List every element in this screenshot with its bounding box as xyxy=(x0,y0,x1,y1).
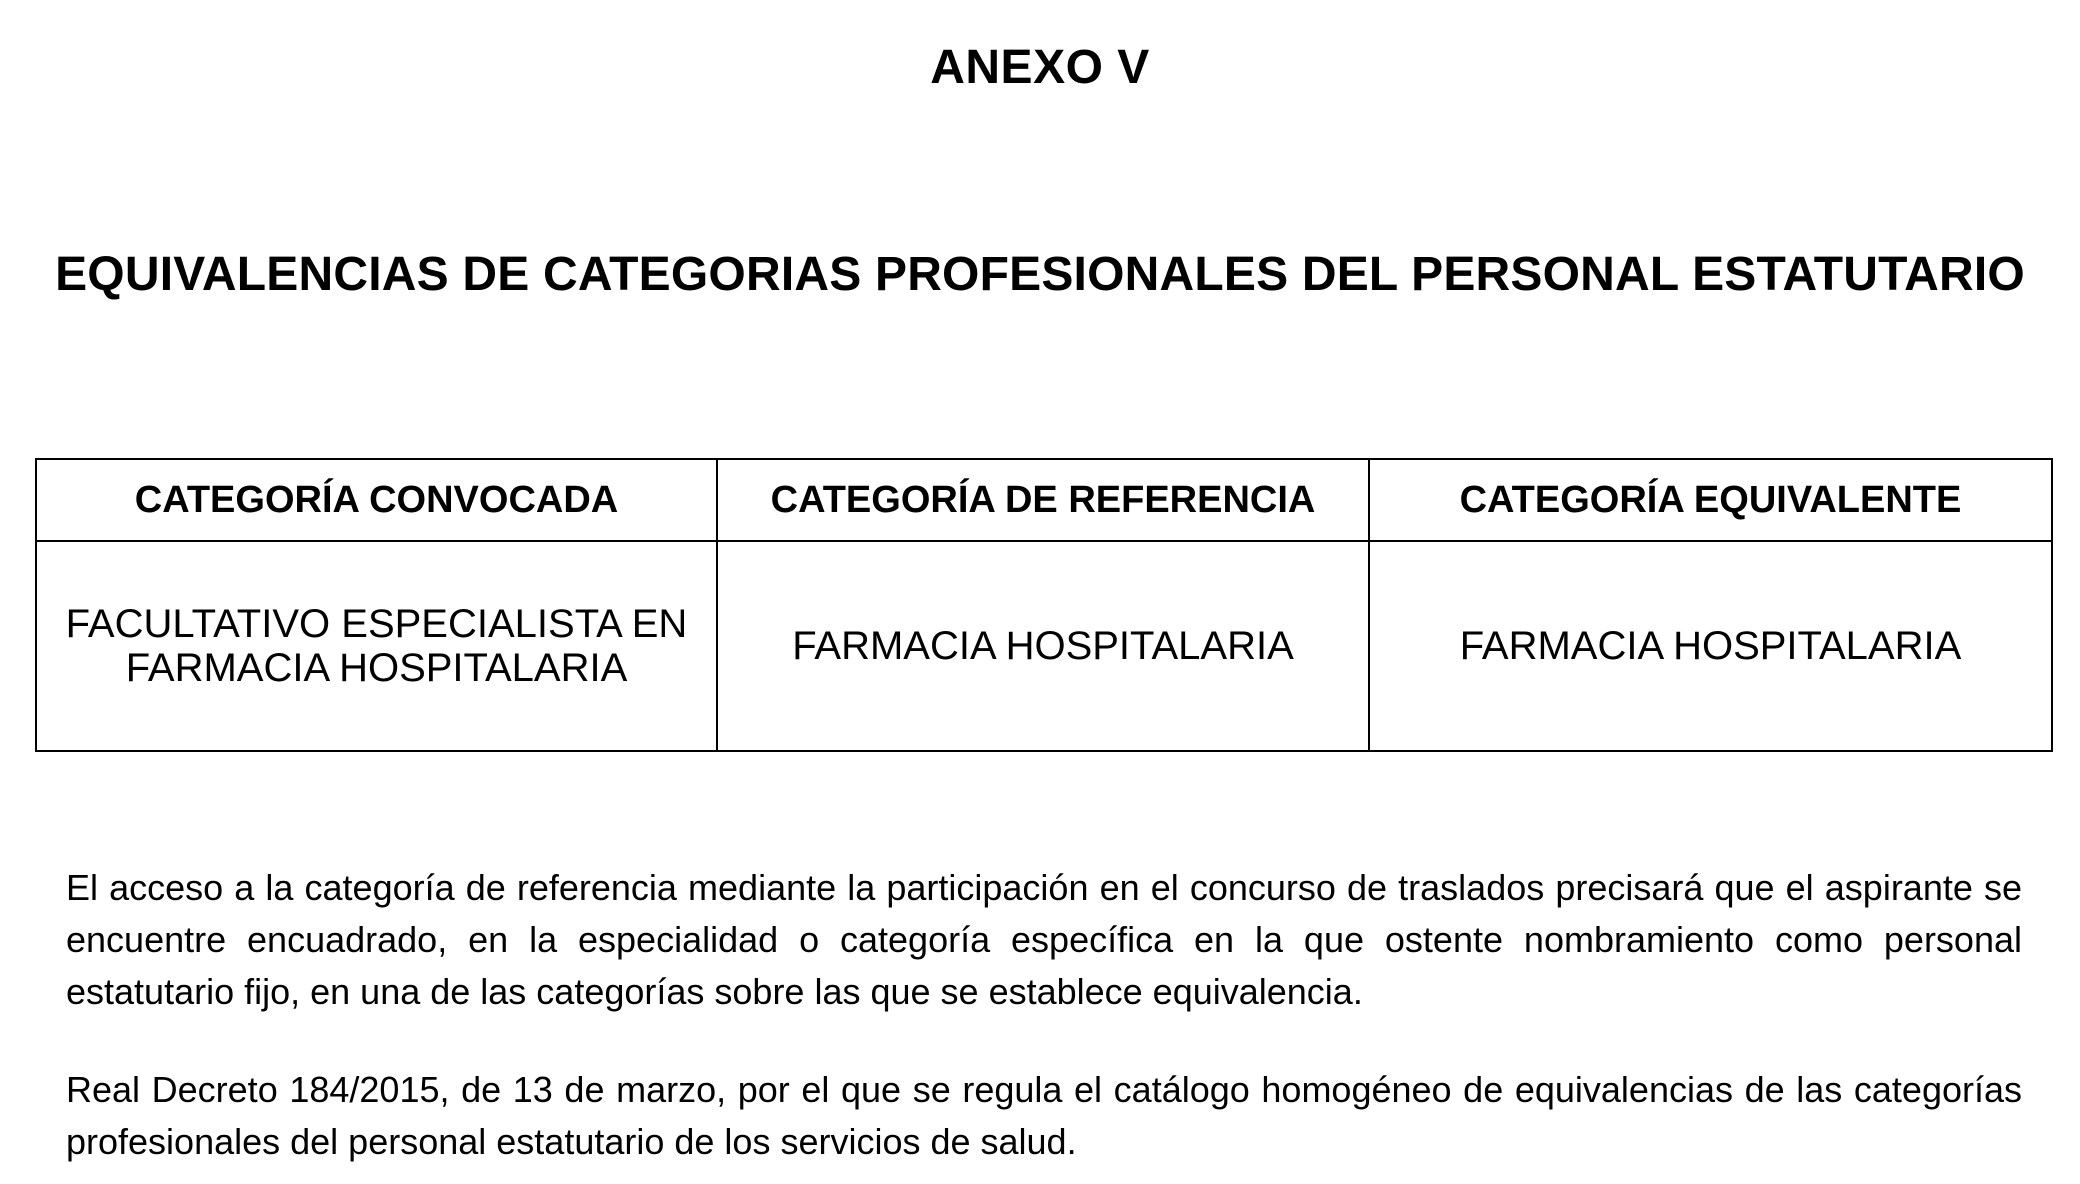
table-row xyxy=(36,541,2052,751)
document-title: EQUIVALENCIAS DE CATEGORIAS PROFESIONALES DEL PERSONAL ESTATUTARIO xyxy=(55,248,2025,301)
paragraph-real-decreto: Real Decreto 184/2015, de 13 de marzo, por el que se regula el catálogo homogéneo de equivalencias de las categorías profesionales del personal estatutario de los servicios de salud. xyxy=(66,1069,2022,1162)
header-categoria-referencia: CATEGORÍA DE REFERENCIA xyxy=(717,459,1369,541)
cell-categoria-equivalente: FARMACIA HOSPITALARIA xyxy=(1369,541,2052,751)
header-categoria-convocada: CATEGORÍA CONVOCADA xyxy=(36,459,717,541)
header-categoria-equivalente: CATEGORÍA EQUIVALENTE xyxy=(1369,459,2052,541)
cell-categoria-referencia: FARMACIA HOSPITALARIA xyxy=(717,541,1369,751)
paragraph-acceso: El acceso a la categoría de referencia mediante la participación en el concurso de traslados precisará que el aspirante se encuentre encuadrado, en la especialidad o categoría específica en la que ostente nombramiento como personal estatutario fijo, en una de las categorías sobre las que se establece equivalencia. xyxy=(66,867,2022,1012)
annex-title: ANEXO V xyxy=(930,41,1150,94)
table-header-row xyxy=(36,459,2052,541)
cell-categoria-convocada: FACULTATIVO ESPECIALISTA EN FARMACIA HOSPITALARIA xyxy=(36,541,717,751)
equivalence-table xyxy=(35,458,2053,752)
